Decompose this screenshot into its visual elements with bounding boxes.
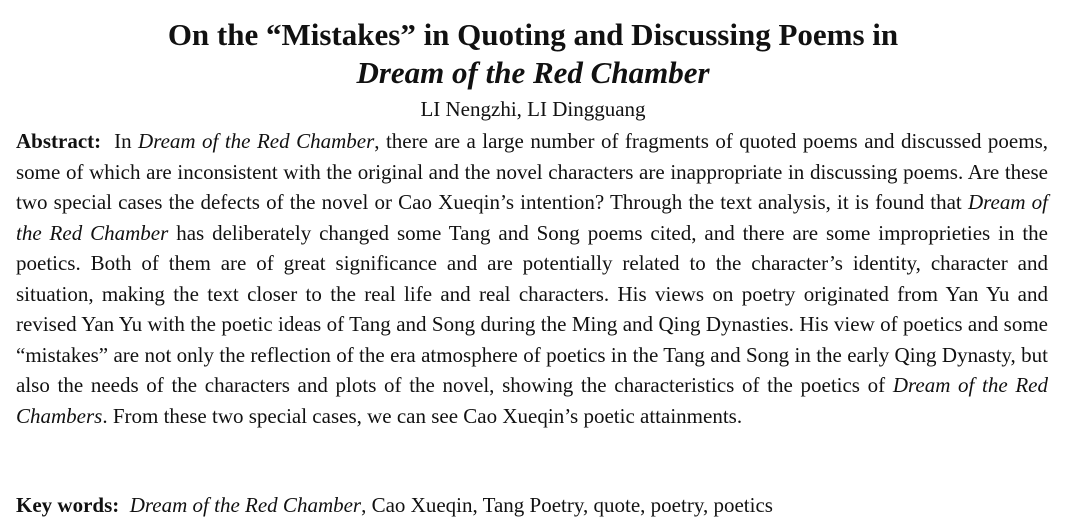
abstract-italic-title-1: Dream of the Red Chamber bbox=[138, 129, 375, 153]
authors: LI Nengzhi, LI Dingguang bbox=[420, 97, 646, 121]
abstract-text-1: In bbox=[114, 129, 132, 153]
abstract-italic-title-2: Dream of the Red Chamber bbox=[16, 190, 1048, 245]
paper-title-line-2: Dream of the Red Chamber bbox=[356, 55, 710, 90]
abstract-italic-title-3: Dream of the Red Chambers bbox=[16, 373, 1048, 428]
paper-title-line-1: On the “Mistakes” in Quoting and Discussing Poems in bbox=[167, 17, 899, 52]
keywords-label: Key words: bbox=[16, 493, 120, 517]
abstract-text-2: , there are a large number of fragments of quoted poems and discussed poems, some of which are inconsistent with the original and the novel characters are inappropriate in discussing poems. Are these two special cases the defects of the novel or Cao Xueqin’s intention? Through the text analysis, it is found that bbox=[16, 129, 1049, 214]
abstract-text-3: has deliberately changed some Tang and Song poems cited, and there are some improprieties in the poetics. Both of them are of great significance and are potentially related to the character’s identity, character and situation, making the text closer to the real life and real characters. His views on poetry originated from Yan Yu and revised Yan Yu with the poetic ideas of Tang and Song during the Ming and Qing Dynasties. His view of poetics and some “mistakes” are not only the reflection of the era atmosphere of poetics in the Tang and Song in the early Qing Dynasty, but also the needs of the characters and plots of the novel, showing the characteristics of the poetics of bbox=[16, 220, 1048, 397]
abstract-text-4: . From these two special cases, we can see Cao Xueqin’s poetic attainments. bbox=[102, 403, 743, 428]
abstract-label: Abstract: bbox=[16, 129, 102, 153]
abstract-paragraph bbox=[16, 126, 1048, 431]
keywords-italic-title: Dream of the Red Chamber bbox=[129, 493, 362, 517]
keywords-rest: , Cao Xueqin, Tang Poetry, quote, poetry, poetics bbox=[361, 493, 773, 517]
keywords-line bbox=[16, 490, 1048, 520]
